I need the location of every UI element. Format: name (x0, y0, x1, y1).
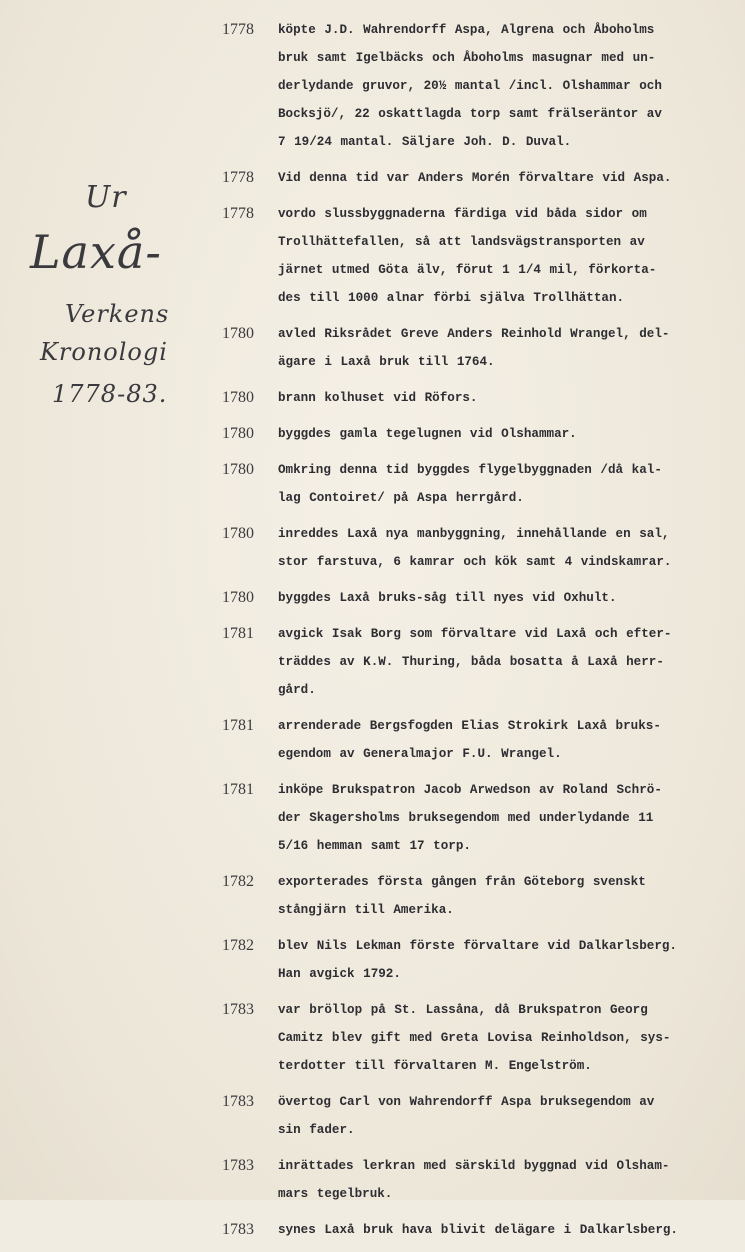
chronology-entry (222, 1216, 732, 1244)
entry-text: blev Nils Lekman förste förvaltare vid Dalkarlsberg. Han avgick 1792. (278, 939, 677, 981)
chronology-entry (222, 200, 732, 312)
entry-year: 1778 (222, 21, 254, 38)
entry-text: byggdes gamla tegelugnen vid Olshammar. (278, 427, 577, 441)
entry-text: avgick Isak Borg som förvaltare vid Laxå och efter- träddes av K.W. Thuring, båda bosatta å Laxå herr- gård. (278, 627, 672, 697)
chronology-entry (222, 16, 732, 156)
entry-year: 1781 (222, 625, 254, 642)
chronology-entry (222, 420, 732, 448)
entry-text: arrenderade Bergsfogden Elias Strokirk Laxå bruks- egendom av Generalmajor F.U. Wrangel. (278, 719, 661, 761)
margin-note-line: Laxå- (30, 225, 162, 279)
chronology-entry (222, 620, 732, 704)
entry-year: 1783 (222, 1093, 254, 1110)
chronology-entry (222, 1088, 732, 1144)
chronology-entry (222, 584, 732, 612)
entry-year: 1780 (222, 389, 254, 406)
entry-text: byggdes Laxå bruks-såg till nyes vid Oxhult. (278, 591, 617, 605)
chronology-entry (222, 868, 732, 924)
chronology-entry (222, 456, 732, 512)
chronology-entries (222, 16, 732, 1252)
entry-text: brann kolhuset vid Röfors. (278, 391, 478, 405)
chronology-entry (222, 712, 732, 768)
entry-text: Vid denna tid var Anders Morén förvaltare vid Aspa. (278, 171, 672, 185)
entry-year: 1780 (222, 425, 254, 442)
entry-year: 1783 (222, 1157, 254, 1174)
chronology-entry (222, 384, 732, 412)
entry-text: synes Laxå bruk hava blivit delägare i Dalkarlsberg. (278, 1223, 678, 1237)
entry-text: vordo slussbyggnaderna färdiga vid båda sidor om Trollhättefallen, så att landsvägstransporten av järnet utmed Göta älv, förut 1 1/4 mil, förkorta- des till 1000 alnar förbi själva Trollhättan. (278, 207, 657, 305)
entry-year: 1781 (222, 781, 254, 798)
chronology-entry (222, 776, 732, 860)
entry-text: var bröllop på St. Lassåna, då Brukspatron Georg Camitz blev gift med Greta Lovisa Reinholdson, sys- terdotter till förvaltaren M. Engelström. (278, 1003, 671, 1073)
entry-year: 1782 (222, 937, 254, 954)
chronology-entry (222, 520, 732, 576)
entry-year: 1780 (222, 589, 254, 606)
chronology-entry (222, 996, 732, 1080)
margin-note-line: Verkens (65, 300, 170, 328)
chronology-entry (222, 320, 732, 376)
entry-text: exporterades första gången från Göteborg svenskt stångjärn till Amerika. (278, 875, 646, 917)
entry-text: övertog Carl von Wahrendorff Aspa bruksegendom av sin fader. (278, 1095, 655, 1137)
entry-year: 1780 (222, 325, 254, 342)
chronology-entry (222, 932, 732, 988)
entry-text: inköpe Brukspatron Jacob Arwedson av Roland Schrö- der Skagersholms bruksegendom med underlydande 11 5/16 hemman samt 17 torp. (278, 783, 662, 853)
margin-note-line: Ur (85, 180, 127, 215)
entry-text: inrättades lerkran med särskild byggnad vid Olsham- mars tegelbruk. (278, 1159, 670, 1201)
entry-year: 1778 (222, 169, 254, 186)
entry-year: 1783 (222, 1221, 254, 1238)
entry-year: 1778 (222, 205, 254, 222)
entry-text: avled Riksrådet Greve Anders Reinhold Wrangel, del- ägare i Laxå bruk till 1764. (278, 327, 670, 369)
entry-year: 1783 (222, 1001, 254, 1018)
chronology-entry (222, 164, 732, 192)
entry-year: 1780 (222, 461, 254, 478)
entry-text: Omkring denna tid byggdes flygelbyggnaden /då kal- lag Contoiret/ på Aspa herrgård. (278, 463, 662, 505)
entry-year: 1782 (222, 873, 254, 890)
entry-year: 1780 (222, 525, 254, 542)
entry-year: 1781 (222, 717, 254, 734)
entry-text: inreddes Laxå nya manbyggning, innehållande en sal, stor farstuva, 6 kamrar och kök samt 4 vindskamrar. (278, 527, 672, 569)
entry-text: köpte J.D. Wahrendorff Aspa, Algrena och Åboholms bruk samt Igelbäcks och Åboholms masugnar med un- derlydande gruvor, 20½ mantal /incl. Olshammar och Bocksjö/, 22 oskattlagda torp samt frälseräntor av 7 19/24 mantal. Säljare Joh. D. Duval. (278, 23, 662, 149)
margin-note-line: 1778-83. (52, 380, 168, 408)
margin-note-line: Kronologi (40, 338, 168, 366)
